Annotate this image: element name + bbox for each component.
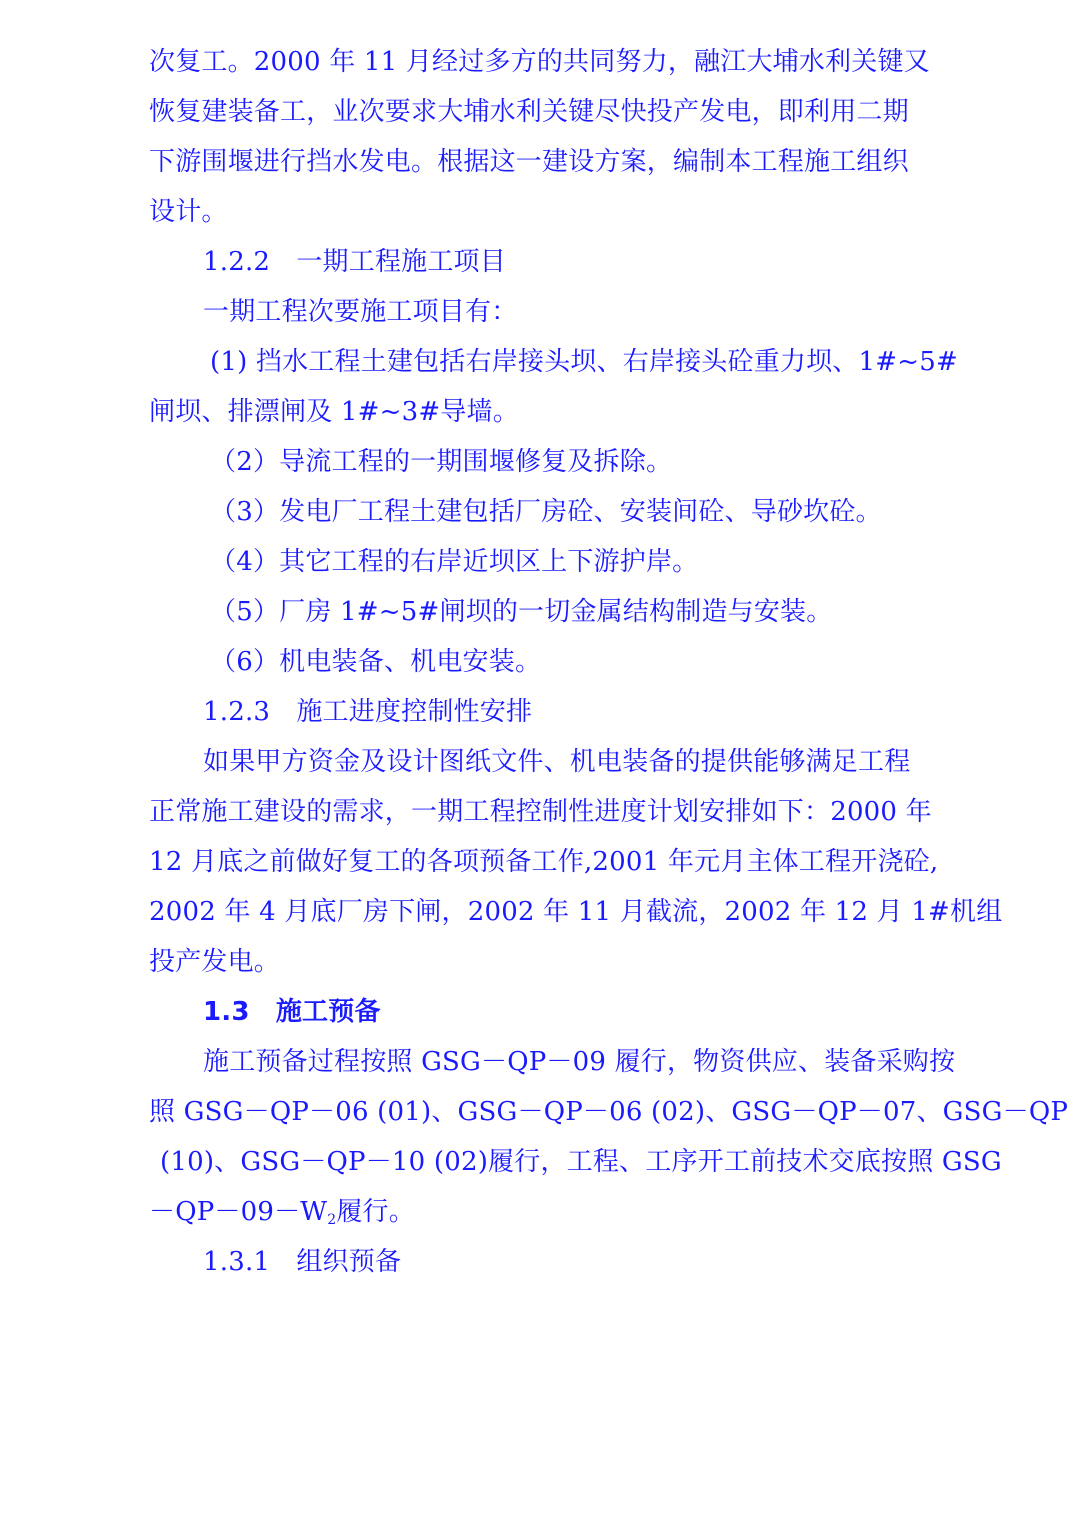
paragraph-line: (10)、GSG－QP－10 (02)履行，工程、工序开工前技术交底按照 GSG (160, 1147, 1002, 1177)
paragraph-line: 设计。 (149, 197, 228, 227)
paragraph-line: 施工预备过程按照 GSG－QP－09 履行，物资供应、装备采购按 (203, 1047, 956, 1077)
subscript-text: 2 (327, 1212, 337, 1228)
list-item: （2）导流工程的一期围堰修复及拆除。 (210, 447, 673, 477)
section-heading-1-2-3: 1.2.3 施工进度控制性安排 (203, 697, 533, 727)
paragraph-line: 如果甲方资金及设计图纸文件、机电装备的提供能够满足工程 (203, 747, 911, 777)
section-heading-1-2-2: 1.2.2 一期工程施工项目 (203, 247, 506, 277)
list-item: （3）发电厂工程土建包括厂房砼、安装间砼、导砂坎砼。 (210, 497, 882, 527)
paragraph-line: 次复工。2000 年 11 月经过多方的共同努力，融江大埔水利关键又 (149, 47, 930, 77)
list-item: （6）机电装备、机电安装。 (210, 647, 542, 677)
paragraph-text: －QP－09－W (149, 1197, 328, 1227)
paragraph-line: 下游围堰进行挡水发电。根据这一建设方案，编制本工程施工组织 (149, 147, 909, 177)
paragraph-line: 12 月底之前做好复工的各项预备工作,2001 年元月主体工程开浇砼, (149, 847, 939, 877)
list-item: （4）其它工程的右岸近坝区上下游护岸。 (210, 547, 699, 577)
section-heading-1-3: 1.3 施工预备 (203, 997, 381, 1027)
paragraph-line: 一期工程次要施工项目有： (203, 297, 518, 327)
paragraph-line (149, 1192, 949, 1232)
paragraph-text: 履行。 (336, 1197, 415, 1227)
paragraph-line: 照 GSG－QP－06 (01)、GSG－QP－06 (02)、GSG－QP－07、GSG－QP (149, 1097, 1069, 1127)
list-item: （5）厂房 1#~5#闸坝的一切金属结构制造与安装。 (210, 597, 833, 627)
list-item: (1) 挡水工程土建包括右岸接头坝、右岸接头砼重力坝、1#~5# (210, 347, 958, 377)
paragraph-line: 投产发电。 (149, 947, 281, 977)
paragraph-line: 恢复建装备工，业次要求大埔水利关键尽快投产发电，即利用二期 (149, 97, 909, 127)
section-heading-1-3-1: 1.3.1 组织预备 (203, 1247, 402, 1277)
list-item-continuation: 闸坝、排漂闸及 1#~3#导墙。 (149, 397, 519, 427)
paragraph-line: 2002 年 4 月底厂房下闸，2002 年 11 月截流，2002 年 12 月 1#机组 (149, 897, 1003, 927)
paragraph-line: 正常施工建设的需求，一期工程控制性进度计划安排如下：2000 年 (149, 797, 932, 827)
